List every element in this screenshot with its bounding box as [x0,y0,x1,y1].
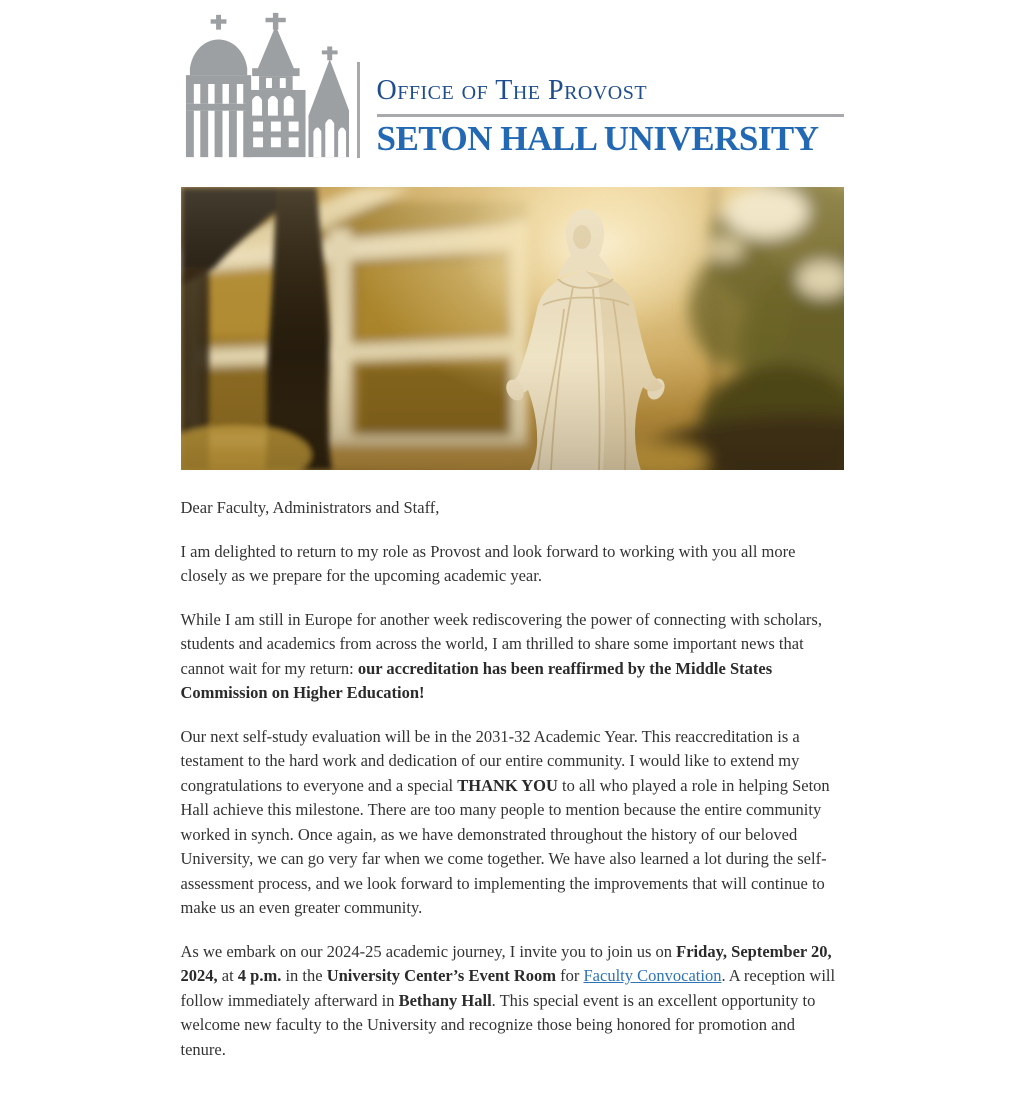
university-name: SETON HALL UNIVERSITY [376,119,819,159]
brand-header [181,12,844,158]
text: I am delighted to return to my role as Provost and look forward to working with you all more closely as we prepare for the upcoming academic year. [180,541,796,585]
brand-divider [377,114,844,117]
text: at [217,966,238,985]
bold-text: our accreditation has been reaffirmed by the Middle States Commission on Higher Education! [180,658,773,702]
text: to all who played a role in helping Seton Hall achieve this milestone. There are too many people to mention because the entire community worked in synch. Once again, as we have demonstrated throughout the history of our beloved University, we can go very far when we come together. We have also learned a lot during the self-assessment process, and we look forward to implementing the improvements that will continue to make us an even greater community. [180,775,830,917]
letter-paragraph [181,608,844,706]
mary-statue-photo [181,187,844,470]
letter-body [181,540,844,1063]
church-silhouette-icon [181,12,349,158]
bold-text: University Center’s Event Room [326,966,556,985]
letter-paragraph [181,540,844,589]
letter-greeting: Dear Faculty, Administrators and Staff, [180,498,440,517]
letter-body-section [181,496,844,1107]
brand-wordmark [357,62,844,158]
text: Our next self-study evaluation will be in the 2031-32 Academic Year. This reaccreditation is a testament to the hard work and dedication of our entire community. I would like to extend my congratulations to everyone and a special [180,726,800,795]
text: . This special event is an excellent opportunity to welcome new faculty to the University and recognize those being honored for promotion and tenure. [180,990,816,1059]
text: in the [281,966,327,985]
faculty-convocation-link[interactable]: Faculty Convocation [583,966,722,985]
hero-image [181,187,844,470]
office-name: Office of The Provost [376,75,648,107]
letter-paragraph [181,940,844,1063]
email-content-column [181,0,844,1107]
text: As we embark on our 2024-25 academic journey, I invite you to join us on [180,941,677,961]
letter-paragraph [181,725,844,921]
text: . A reception will follow immediately afterward in [180,966,836,1010]
bold-text: 4 p.m. [237,966,282,985]
university-logo [181,12,349,158]
bold-text: Friday, September 20, 2024, [180,941,832,985]
bold-text: Bethany Hall [398,990,492,1010]
text: While I am still in Europe for another week rediscovering the power of connecting with scholars, students and academics from across the world, I am thrilled to share some important news that cannot wait for my return: [180,609,822,678]
text: for [556,966,584,985]
bold-text: THANK YOU [457,775,558,795]
